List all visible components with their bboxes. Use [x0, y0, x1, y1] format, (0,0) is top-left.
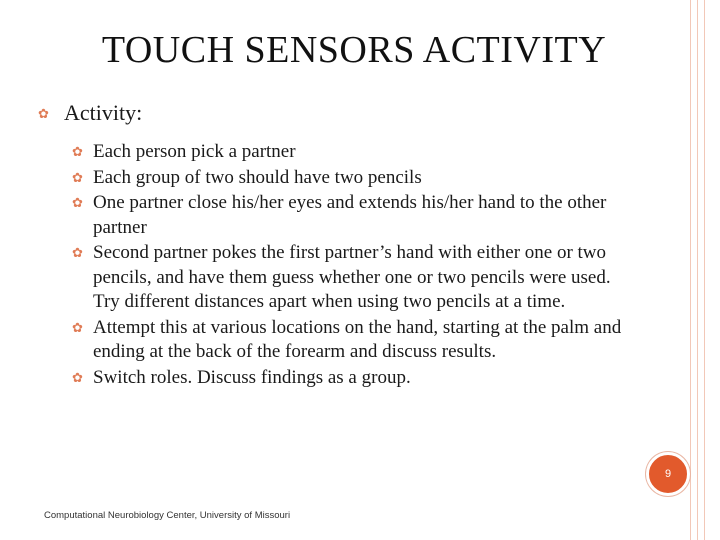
ornament-bullet-icon: ✿: [72, 169, 83, 185]
ornament-bullet-icon: ✿: [72, 245, 83, 260]
list-item-text: Switch roles. Discuss findings as a group.: [93, 366, 411, 388]
list-item: [72, 140, 632, 165]
slide-title: TOUCH SENSORS ACTIVITY: [101, 29, 607, 71]
main-bullet: [38, 100, 638, 126]
ornament-bullet-icon: ✿: [72, 319, 83, 335]
ornament-bullet-icon: ✿: [72, 369, 83, 385]
list-item-text: One partner close his/her eyes and extends his/her hand to the other partner: [93, 192, 607, 238]
page-number-badge: 9: [646, 452, 690, 496]
list-item: [72, 316, 632, 365]
ornament-bullet-icon: ✿: [72, 195, 83, 210]
ornament-bullet-icon: ✿: [72, 144, 83, 159]
list-item: [72, 366, 632, 391]
list-item-text: Second partner pokes the first partner’s hand with either one or two pencils, and have them guess whether one or two pencils were used. Try different distances apart when using two pencils at a time.: [93, 242, 611, 312]
decorative-border-line: [704, 0, 705, 540]
activity-heading: Activity:: [64, 100, 143, 125]
list-item: [72, 241, 632, 315]
list-item: [72, 191, 632, 240]
list-item-text: Attempt this at various locations on the hand, starting at the palm and ending at the back of the forearm and discuss results.: [93, 316, 622, 362]
decorative-border-line: [697, 0, 698, 540]
activity-steps-list: [72, 140, 632, 391]
footer-text: Computational Neurobiology Center, University of Missouri: [44, 510, 291, 521]
list-item: [72, 166, 632, 191]
list-item-text: Each group of two should have two pencils: [93, 166, 422, 188]
decorative-border-line: [690, 0, 691, 540]
ornament-bullet-icon: ✿: [38, 106, 49, 121]
list-item-text: Each person pick a partner: [93, 141, 296, 162]
